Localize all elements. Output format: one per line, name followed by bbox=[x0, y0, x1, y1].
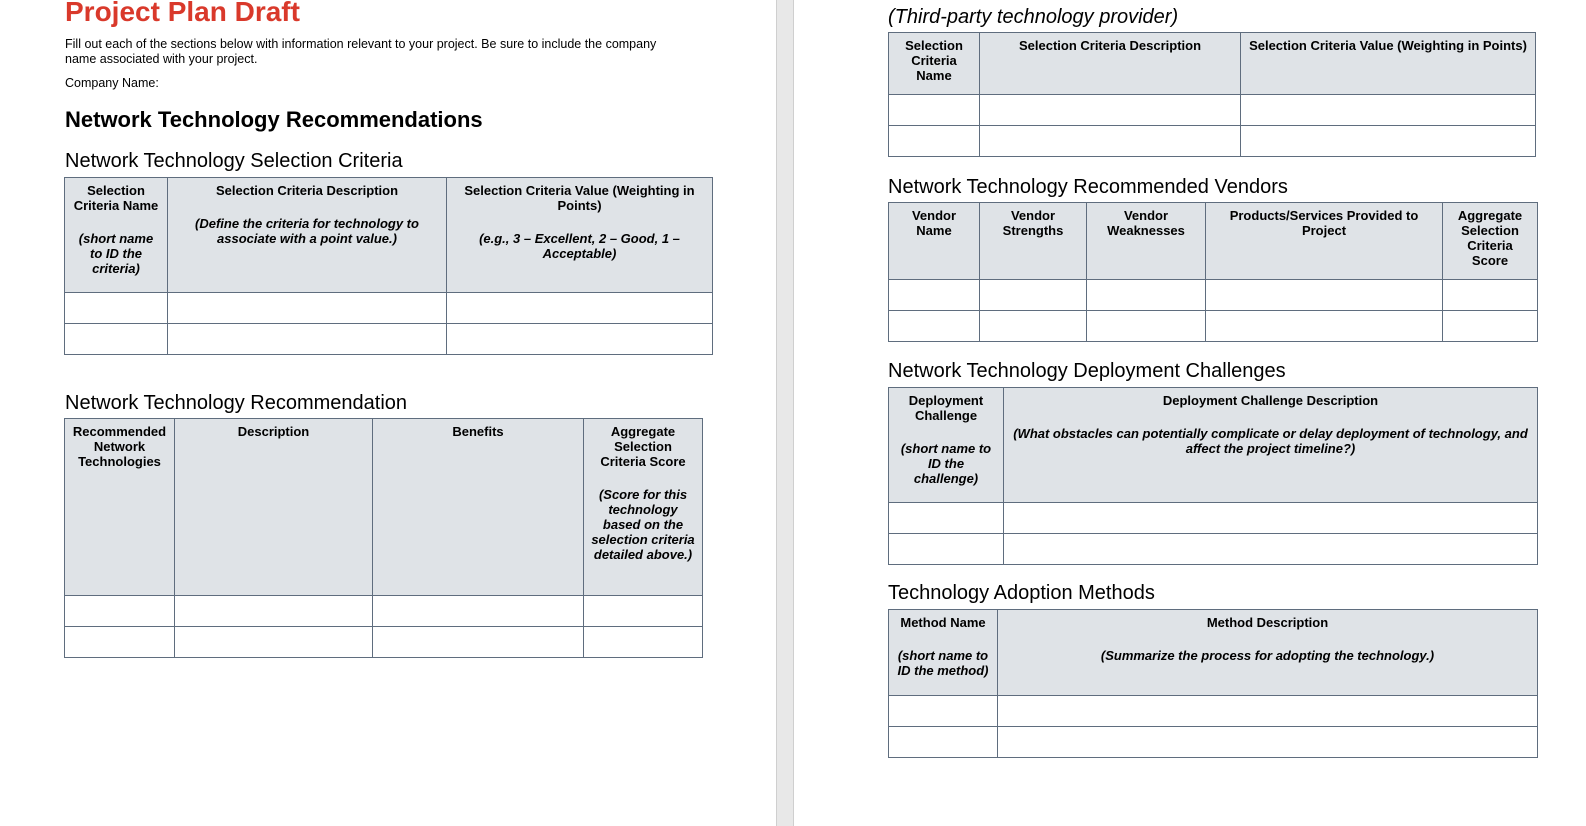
empty-cell[interactable] bbox=[1004, 503, 1538, 534]
empty-cell[interactable] bbox=[1206, 311, 1443, 342]
header-cell: Deployment Challenge Description (What obstacles can potentially complicate or delay deployment of technology, and affect the project timeline?) bbox=[1004, 388, 1538, 503]
header-cell: Vendor Weaknesses bbox=[1087, 203, 1206, 280]
header-cell: Benefits bbox=[373, 419, 584, 596]
provider-criteria-table bbox=[888, 32, 1536, 157]
empty-cell[interactable] bbox=[1087, 311, 1206, 342]
provider-heading: (Third-party technology provider) bbox=[888, 6, 1179, 28]
header-cell: Vendor Name bbox=[889, 203, 980, 280]
empty-cell[interactable] bbox=[447, 293, 713, 324]
empty-cell[interactable] bbox=[889, 95, 980, 126]
page-gutter bbox=[776, 0, 794, 826]
empty-cell[interactable] bbox=[1241, 95, 1536, 126]
empty-cell[interactable] bbox=[65, 596, 175, 627]
table-row bbox=[65, 293, 713, 324]
empty-cell[interactable] bbox=[65, 324, 168, 355]
header-cell: Selection Criteria Description (Define the criteria for technology to associate with a point value.) bbox=[168, 178, 447, 293]
challenges-heading: Network Technology Deployment Challenges bbox=[888, 360, 1286, 382]
empty-cell[interactable] bbox=[980, 280, 1087, 311]
selection-criteria-heading: Network Technology Selection Criteria bbox=[65, 150, 403, 172]
empty-cell[interactable] bbox=[447, 324, 713, 355]
header-cell: Selection Criteria Value (Weighting in Points) (e.g., 3 – Excellent, 2 – Good, 1 – Acceptable) bbox=[447, 178, 713, 293]
intro-paragraph: Fill out each of the sections below with information relevant to your project. Be sure to include the company name associated with your project. bbox=[65, 37, 657, 66]
empty-cell[interactable] bbox=[980, 311, 1087, 342]
table-row bbox=[889, 95, 1536, 126]
empty-cell[interactable] bbox=[889, 126, 980, 157]
empty-cell[interactable] bbox=[998, 727, 1538, 758]
empty-cell[interactable] bbox=[168, 293, 447, 324]
table-row bbox=[889, 534, 1538, 565]
empty-cell[interactable] bbox=[584, 627, 703, 658]
document-page-1 bbox=[0, 0, 776, 826]
header-cell: Recommended Network Technologies bbox=[65, 419, 175, 596]
empty-cell[interactable] bbox=[65, 627, 175, 658]
header-cell: Method Name (short name to ID the method) bbox=[889, 610, 998, 696]
empty-cell[interactable] bbox=[65, 293, 168, 324]
table-row bbox=[65, 596, 703, 627]
recommendation-table bbox=[64, 418, 703, 658]
header-cell: Selection Criteria Description bbox=[980, 33, 1241, 95]
document-page-2 bbox=[794, 0, 1586, 826]
adoption-heading: Technology Adoption Methods bbox=[888, 582, 1155, 604]
table-row bbox=[889, 503, 1538, 534]
empty-cell[interactable] bbox=[1087, 280, 1206, 311]
empty-cell[interactable] bbox=[889, 503, 1004, 534]
empty-cell[interactable] bbox=[584, 596, 703, 627]
empty-cell[interactable] bbox=[1443, 311, 1538, 342]
header-cell: Products/Services Provided to Project bbox=[1206, 203, 1443, 280]
header-cell: Selection Criteria Value (Weighting in Points) bbox=[1241, 33, 1536, 95]
empty-cell[interactable] bbox=[175, 627, 373, 658]
empty-cell[interactable] bbox=[889, 534, 1004, 565]
empty-cell[interactable] bbox=[1206, 280, 1443, 311]
empty-cell[interactable] bbox=[1443, 280, 1538, 311]
empty-cell[interactable] bbox=[889, 727, 998, 758]
table-row bbox=[889, 280, 1538, 311]
header-cell: Description bbox=[175, 419, 373, 596]
table-row bbox=[65, 627, 703, 658]
section-heading: Network Technology Recommendations bbox=[65, 107, 483, 132]
empty-cell[interactable] bbox=[980, 95, 1241, 126]
empty-cell[interactable] bbox=[889, 280, 980, 311]
header-cell: Selection Criteria Name bbox=[889, 33, 980, 95]
table-row bbox=[889, 696, 1538, 727]
document-title: Project Plan Draft bbox=[65, 0, 300, 27]
vendors-table bbox=[888, 202, 1538, 342]
empty-cell[interactable] bbox=[1004, 534, 1538, 565]
recommendation-heading: Network Technology Recommendation bbox=[65, 392, 408, 414]
empty-cell[interactable] bbox=[889, 311, 980, 342]
vendors-heading: Network Technology Recommended Vendors bbox=[888, 176, 1288, 198]
header-cell: Aggregate Selection Criteria Score (Score for this technology based on the selection criteria detailed above.) bbox=[584, 419, 703, 596]
empty-cell[interactable] bbox=[1241, 126, 1536, 157]
header-cell: Method Description (Summarize the process for adopting the technology.) bbox=[998, 610, 1538, 696]
table-row bbox=[889, 311, 1538, 342]
empty-cell[interactable] bbox=[168, 324, 447, 355]
table-row bbox=[65, 324, 713, 355]
empty-cell[interactable] bbox=[889, 696, 998, 727]
challenges-table bbox=[888, 387, 1538, 565]
adoption-table bbox=[888, 609, 1538, 758]
empty-cell[interactable] bbox=[980, 126, 1241, 157]
empty-cell[interactable] bbox=[373, 596, 584, 627]
empty-cell[interactable] bbox=[373, 627, 584, 658]
table-row bbox=[889, 727, 1538, 758]
header-cell: Aggregate Selection Criteria Score bbox=[1443, 203, 1538, 280]
company-name-label: Company Name: bbox=[65, 76, 159, 90]
header-cell: Deployment Challenge (short name to ID the challenge) bbox=[889, 388, 1004, 503]
empty-cell[interactable] bbox=[175, 596, 373, 627]
empty-cell[interactable] bbox=[998, 696, 1538, 727]
table-row bbox=[889, 126, 1536, 157]
header-cell: Selection Criteria Name (short name to ID the criteria) bbox=[65, 178, 168, 293]
selection-criteria-table bbox=[64, 177, 713, 355]
header-cell: Vendor Strengths bbox=[980, 203, 1087, 280]
